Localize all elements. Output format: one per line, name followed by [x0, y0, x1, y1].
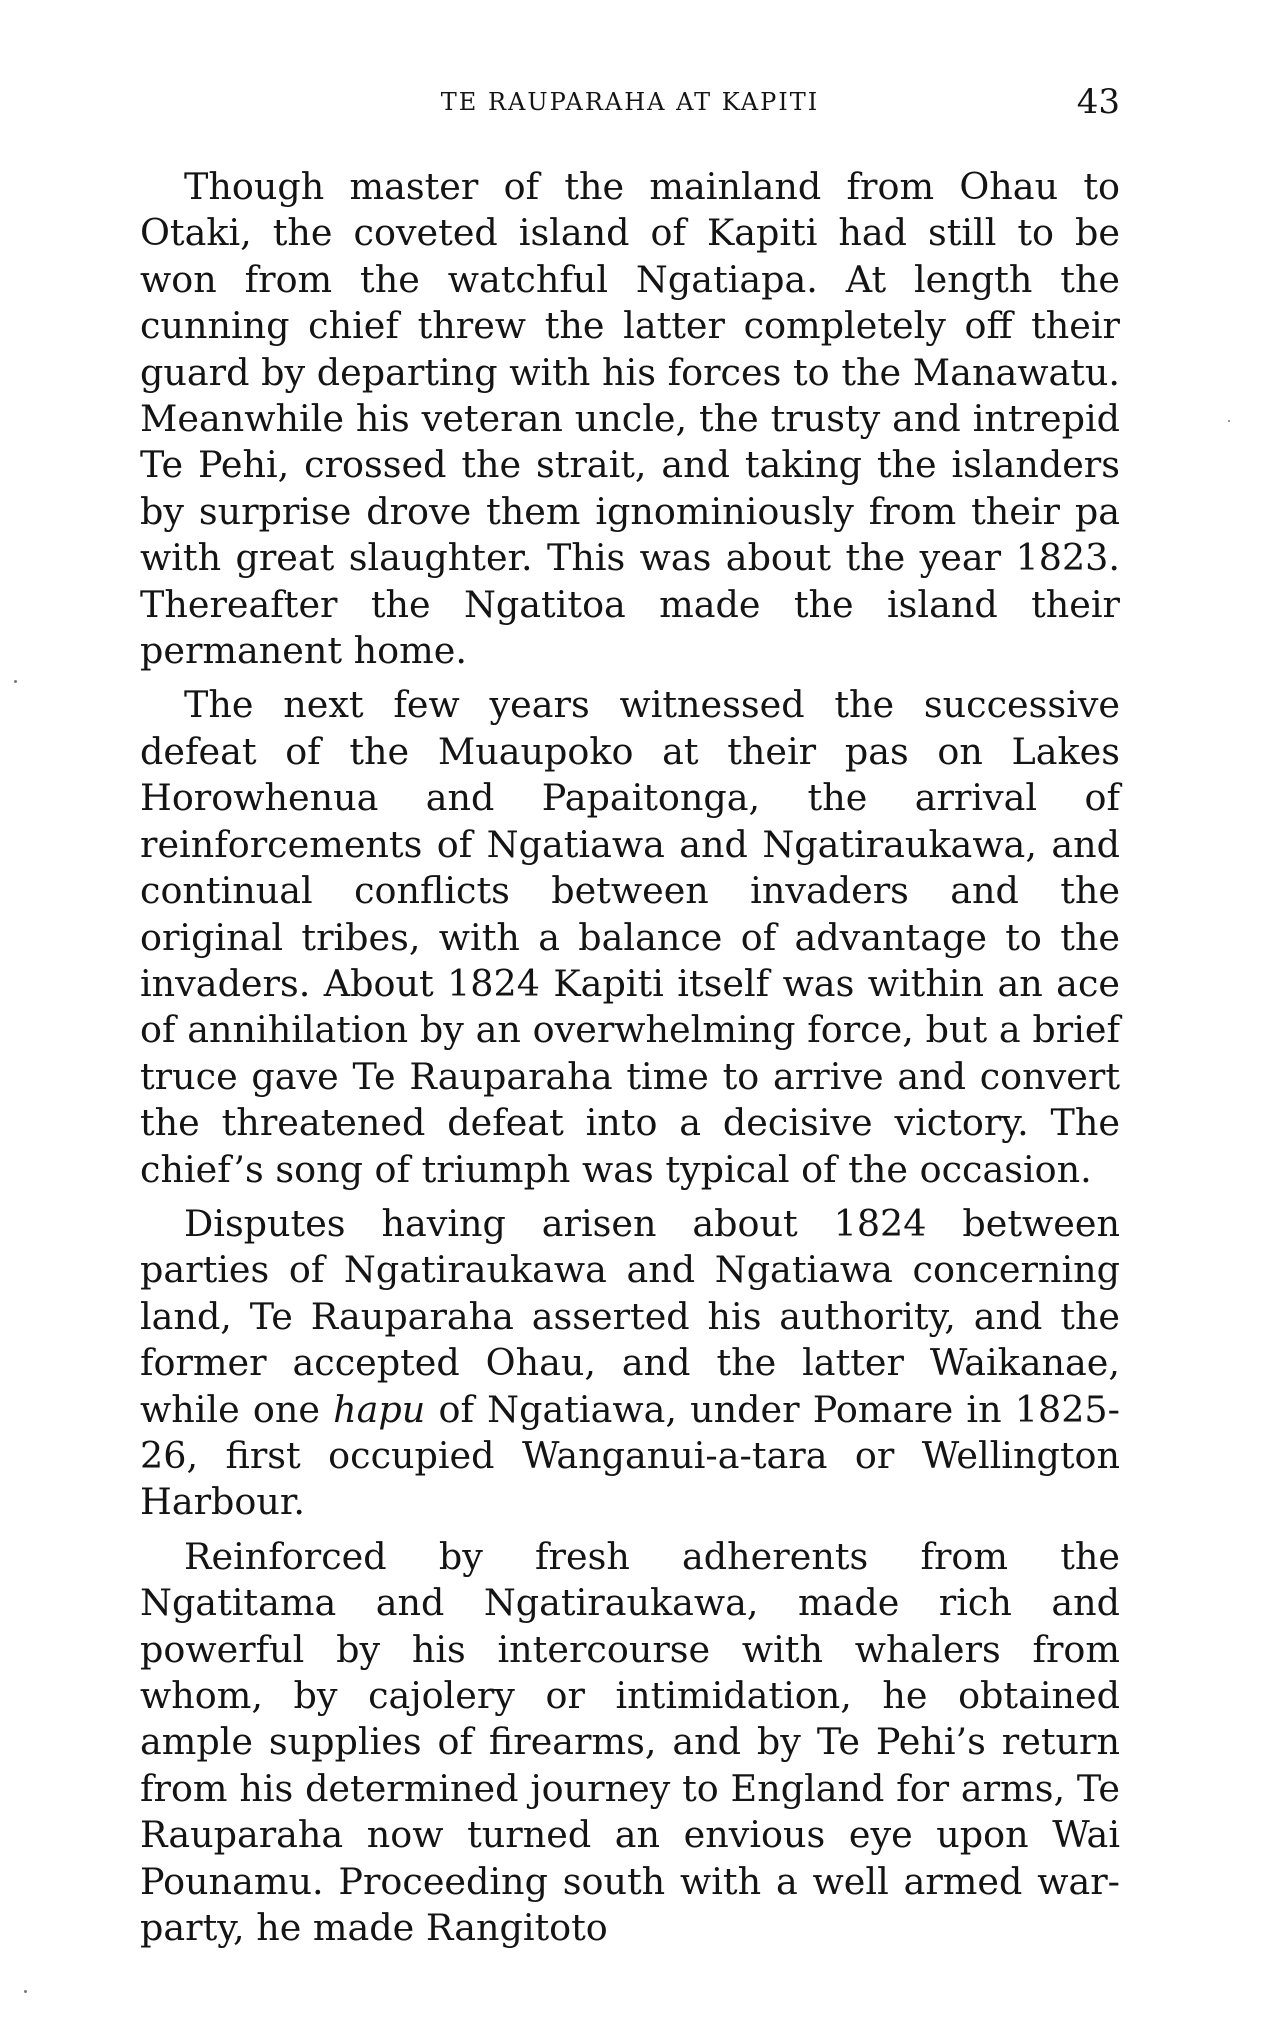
scan-speck — [24, 1990, 27, 1993]
running-head — [140, 82, 1120, 122]
paragraph-muaupoko-defeat: The next few years witnessed the successive defeat of the Muaupoko at their pas on Lakes Horowhenua and Papaitonga, the arrival of reinforcements of Ngatiawa and Ngatiraukawa, and continual conflicts between invaders and the original tribes, with a balance of advantage to the invaders. About 1824 Kapiti itself was within an ace of annihilation by an overwhelming force, but a brief truce gave Te Rauparaha time to arrive and convert the threatened defeat into a decisive victory. The chief’s song of triumph was typical of the occasion. — [140, 683, 1120, 1191]
paragraph-text: Disputes having arisen about 1824 between parties of Ngatiraukawa and Ngatiawa concerning land, Te Rauparaha asserted his authority, and the former accepted Ohau, and the latter Waikanae, while one — [140, 1201, 1120, 1431]
scan-speck — [14, 680, 17, 683]
running-title: TE RAUPARAHA AT KAPITI — [440, 88, 820, 116]
paragraph-kapiti-capture: Though master of the mainland from Ohau to Otaki, the coveted island of Kapiti had still to be won from the watchful Ngatiapa. At length the cunning chief threw the latter completely off their guard by departing with his forces to the Manawatu. Meanwhile his veteran uncle, the trusty and intrepid Te Pehi, crossed the strait, and taking the islanders by surprise drove them ignominiously from their pa with great slaughter. This was about the year 1823. Thereafter the Ngatitoa made the island their permanent home. — [140, 165, 1120, 673]
paragraph-land-disputes — [140, 1201, 1120, 1526]
paragraph-text: of Ngatiawa, under Pomare in 1825-26, first occupied Wanganui-a-tara or Wellington Harbour. — [140, 1387, 1120, 1524]
paragraph-reinforcements: Reinforced by fresh adherents from the Ngatitama and Ngatiraukawa, made rich and powerful by his intercourse with whalers from whom, by cajolery or intimidation, he obtained ample supplies of firearms, and by Te Pehi’s return from his determined journey to England for arms, Te Rauparaha now turned an envious eye upon Wai Pounamu. Proceeding south with a well armed war-party, he made Rangitoto — [140, 1534, 1120, 1950]
body-text — [140, 164, 1120, 1959]
scan-speck — [1228, 420, 1230, 422]
italic-term-hapu: hapu — [333, 1387, 426, 1431]
page-number: 43 — [1076, 82, 1120, 122]
